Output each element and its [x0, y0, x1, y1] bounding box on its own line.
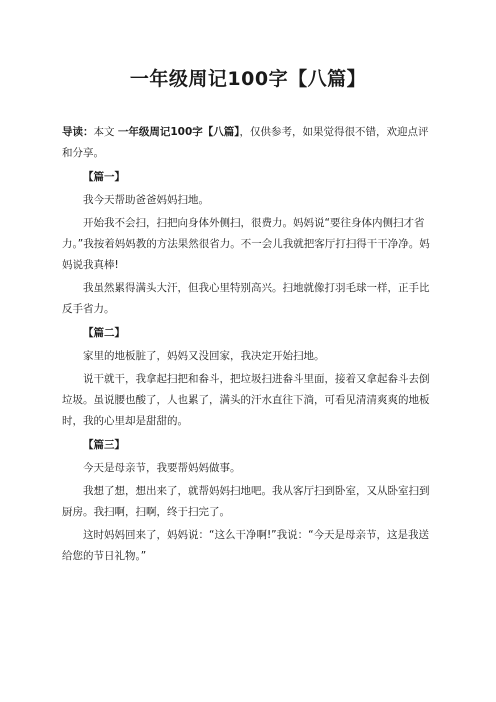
section-heading-3: 【篇三】 — [83, 439, 125, 451]
section-3-paragraph-1: 今天是母亲节，我要帮妈妈做事。 — [83, 462, 241, 474]
section-3-paragraph-3: 这时妈妈回来了，妈妈说：“这么干净啊!”我说：“今天是母亲节，这是我送给您的节日礼物。” — [62, 529, 430, 562]
section-heading-1: 【篇一】 — [83, 171, 125, 183]
document-title: 一年级周记100字【八篇】 — [129, 68, 367, 90]
section-heading-2: 【篇二】 — [83, 327, 125, 339]
section-1-paragraph-1: 我今天帮助爸爸妈妈扫地。 — [83, 194, 209, 206]
section-1-paragraph-2: 开始我不会扫，扫把向身体外侧扫，很费力。妈妈说“要往身体内侧扫才省力。”我按着妈妈教的方法果然很省力。不一会儿我就把客厅打扫得干干净净。妈妈说我真棒! — [62, 217, 430, 271]
intro-pre: 本文 — [93, 126, 118, 138]
section-3-paragraph-2: 我想了想，想出来了，就帮妈妈扫地吧。我从客厅扫到卧室，又从卧室扫到厨房。我扫啊，扫啊，终于扫完了。 — [62, 485, 430, 518]
intro-label: 导读： — [62, 126, 94, 138]
section-1-paragraph-3: 我虽然累得满头大汗，但我心里特别高兴。扫地就像打羽毛球一样，正手比反手省力。 — [62, 282, 430, 315]
intro-article-title: 一年级周记100字【八篇】 — [117, 126, 240, 138]
section-2-paragraph-2: 说干就干，我拿起扫把和畚斗，把垃圾扫进畚斗里面，接着又拿起畚斗去倒垃圾。虽说腰也酸了，人也累了，满头的汗水直往下淌，可看见清清爽爽的地板时，我的心里却是甜甜的。 — [62, 373, 430, 427]
intro-paragraph — [62, 122, 434, 164]
section-2-paragraph-1: 家里的地板脏了，妈妈又没回家，我决定开始扫地。 — [83, 350, 325, 362]
intro-post: ，仅供参考，如果觉得很不错，欢迎点评和分享。 — [62, 126, 429, 159]
